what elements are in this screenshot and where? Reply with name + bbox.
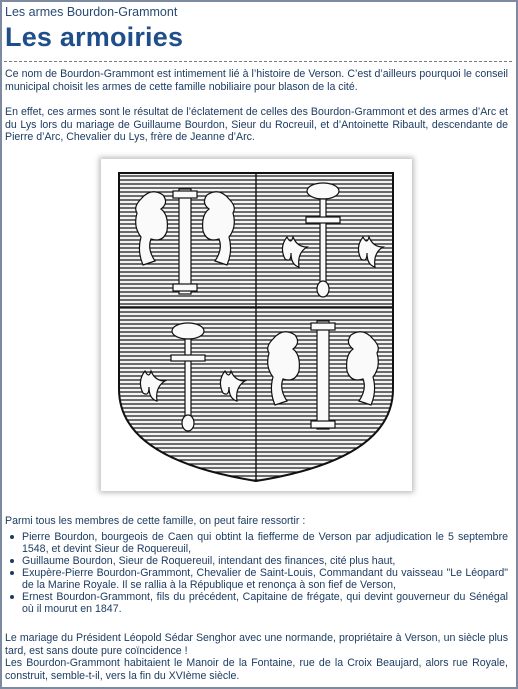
members-list xyxy=(22,531,508,615)
origin-paragraph: En effet, ces armes sont le résultat de l’éclatement de celles des Bourdon-Grammont et des armes d’Arc et du Lys lors du mariage de Guillaume Bourdon, Sieur du Rocreuil, et d’Antoinette Ribault, descendante de Pierre d’Arc, Chevalier du Lys, frère de Jeanne d’Arc. xyxy=(5,106,508,143)
closing-line-2: Les Bourdon-Grammont habitaient le Manoir de la Fontaine, rue de la Croix Beaujard, alors rue Royale, construit, semble-t-il, vers la fin du XVIème siècle. xyxy=(5,657,508,682)
members-intro: Parmi tous les membres de cette famille, on peut faire ressortir : xyxy=(5,515,306,527)
closing-line-1: Le mariage du Président Léopold Sédar Senghor avec une normande, propriétaire à Verson, un siècle plus tard, est sans doute pure coïncidence ! xyxy=(5,632,508,657)
title-divider xyxy=(4,61,512,62)
intro-paragraph: Ce nom de Bourdon-Grammont est intimement lié à l’histoire de Verson. C’est d’ailleurs pourquoi le conseil municipal choisit les armes de cette famille nobiliaire pour blason de la cité. xyxy=(5,68,508,93)
closing-paragraph xyxy=(5,632,508,682)
coat-of-arms-image xyxy=(101,159,412,491)
list-item: Pierre Bourdon, bourgeois de Caen qui obtint la fiefferme de Verson par adjudication le 5 septembre 1548, et devint Sieur de Roquereuil, xyxy=(22,531,508,555)
breadcrumb: Les armes Bourdon-Grammont xyxy=(5,5,178,19)
page-title: Les armoiries xyxy=(5,22,184,52)
list-item: Exupère-Pierre Bourdon-Grammont, Chevalier de Saint-Louis, Commandant du vaisseau "Le Léopard" de la Marine Royale. Il se rallia à la République et renonça à son fief de Verson, xyxy=(22,567,508,591)
coat-of-arms-drawing xyxy=(101,159,412,491)
list-item: Guillaume Bourdon, Sieur de Roquereuil, intendant des finances, cité plus haut, xyxy=(22,555,508,567)
list-item: Ernest Bourdon-Grammont, fils du précédent, Capitaine de frégate, qui devint gouverneur du Sénégal où il mourut en 1847. xyxy=(22,591,508,615)
